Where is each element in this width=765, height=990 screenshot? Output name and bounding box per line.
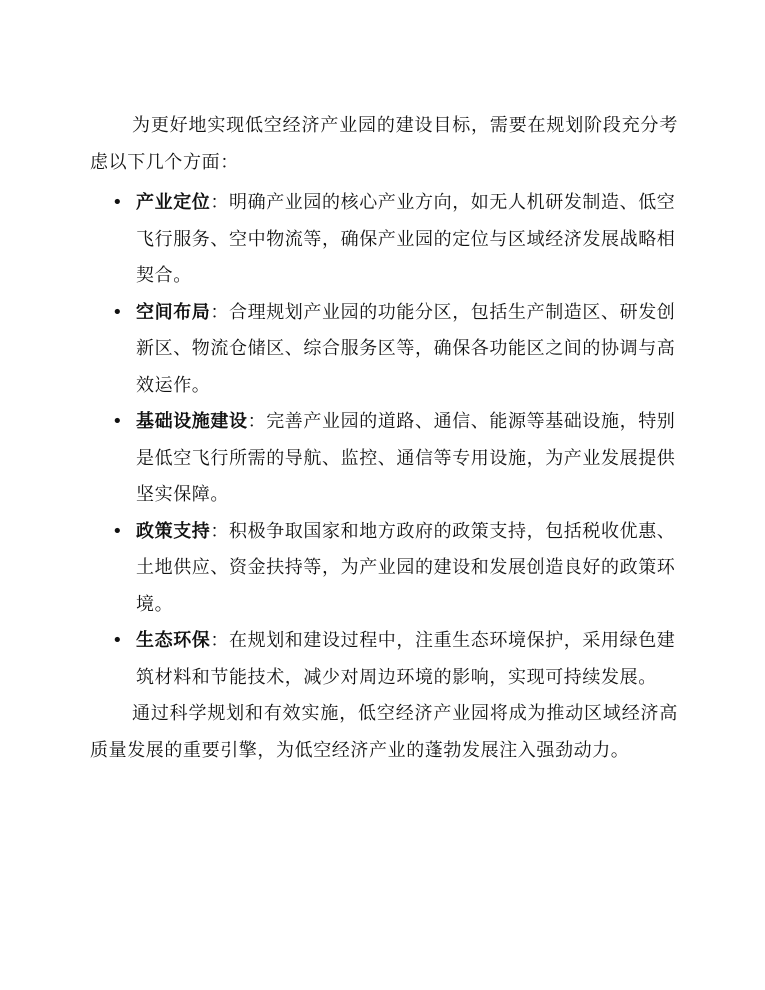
list-item-text: ：合理规划产业园的功能分区，包括生产制造区、研发创新区、物流仓储区、综合服务区等，确保各功能区之间的协调与高效运作。: [136, 301, 676, 396]
list-item-term: 生态环保: [136, 630, 211, 651]
bullet-icon: •: [112, 411, 124, 432]
list-item-spatial-layout: [90, 295, 678, 405]
list-item-term: 产业定位: [136, 192, 211, 213]
list-item-text: ：在规划和建设过程中，注重生态环境保护，采用绿色建筑材料和节能技术，减少对周边环境的影响，实现可持续发展。: [136, 630, 676, 688]
list-item-term: 空间布局: [136, 301, 211, 323]
list-item-term: 政策支持: [136, 520, 211, 542]
list-item-industry-positioning: [90, 185, 678, 295]
bullet-icon: •: [112, 192, 124, 213]
list-item-text: ：积极争取国家和地方政府的政策支持，包括税收优惠、土地供应、资金扶持等，为产业园的建设和发展创造良好的政策环境。: [136, 520, 676, 615]
planning-aspects-list: [90, 185, 678, 696]
list-item-eco-protection: [90, 623, 678, 696]
list-item-text: ：完善产业园的道路、通信、能源等基础设施，特别是低空飞行所需的导航、监控、通信等专用设施，为产业发展提供坚实保障。: [136, 411, 676, 505]
bullet-icon: •: [112, 301, 124, 323]
list-item-policy-support: [90, 514, 678, 624]
bullet-icon: •: [112, 520, 124, 542]
bullet-icon: •: [112, 630, 124, 651]
list-item-text: ：明确产业园的核心产业方向，如无人机研发制造、低空飞行服务、空中物流等，确保产业园的定位与区域经济发展战略相契合。: [136, 192, 676, 286]
document-body: [90, 108, 678, 769]
list-item-infrastructure: [90, 404, 678, 514]
intro-paragraph: 为更好地实现低空经济产业园的建设目标，需要在规划阶段充分考虑以下几个方面：: [90, 115, 678, 173]
closing-paragraph: 通过科学规划和有效实施，低空经济产业园将成为推动区域经济高质量发展的重要引擎，为低空经济产业的蓬勃发展注入强劲动力。: [90, 703, 678, 761]
list-item-term: 基础设施建设: [136, 411, 248, 432]
